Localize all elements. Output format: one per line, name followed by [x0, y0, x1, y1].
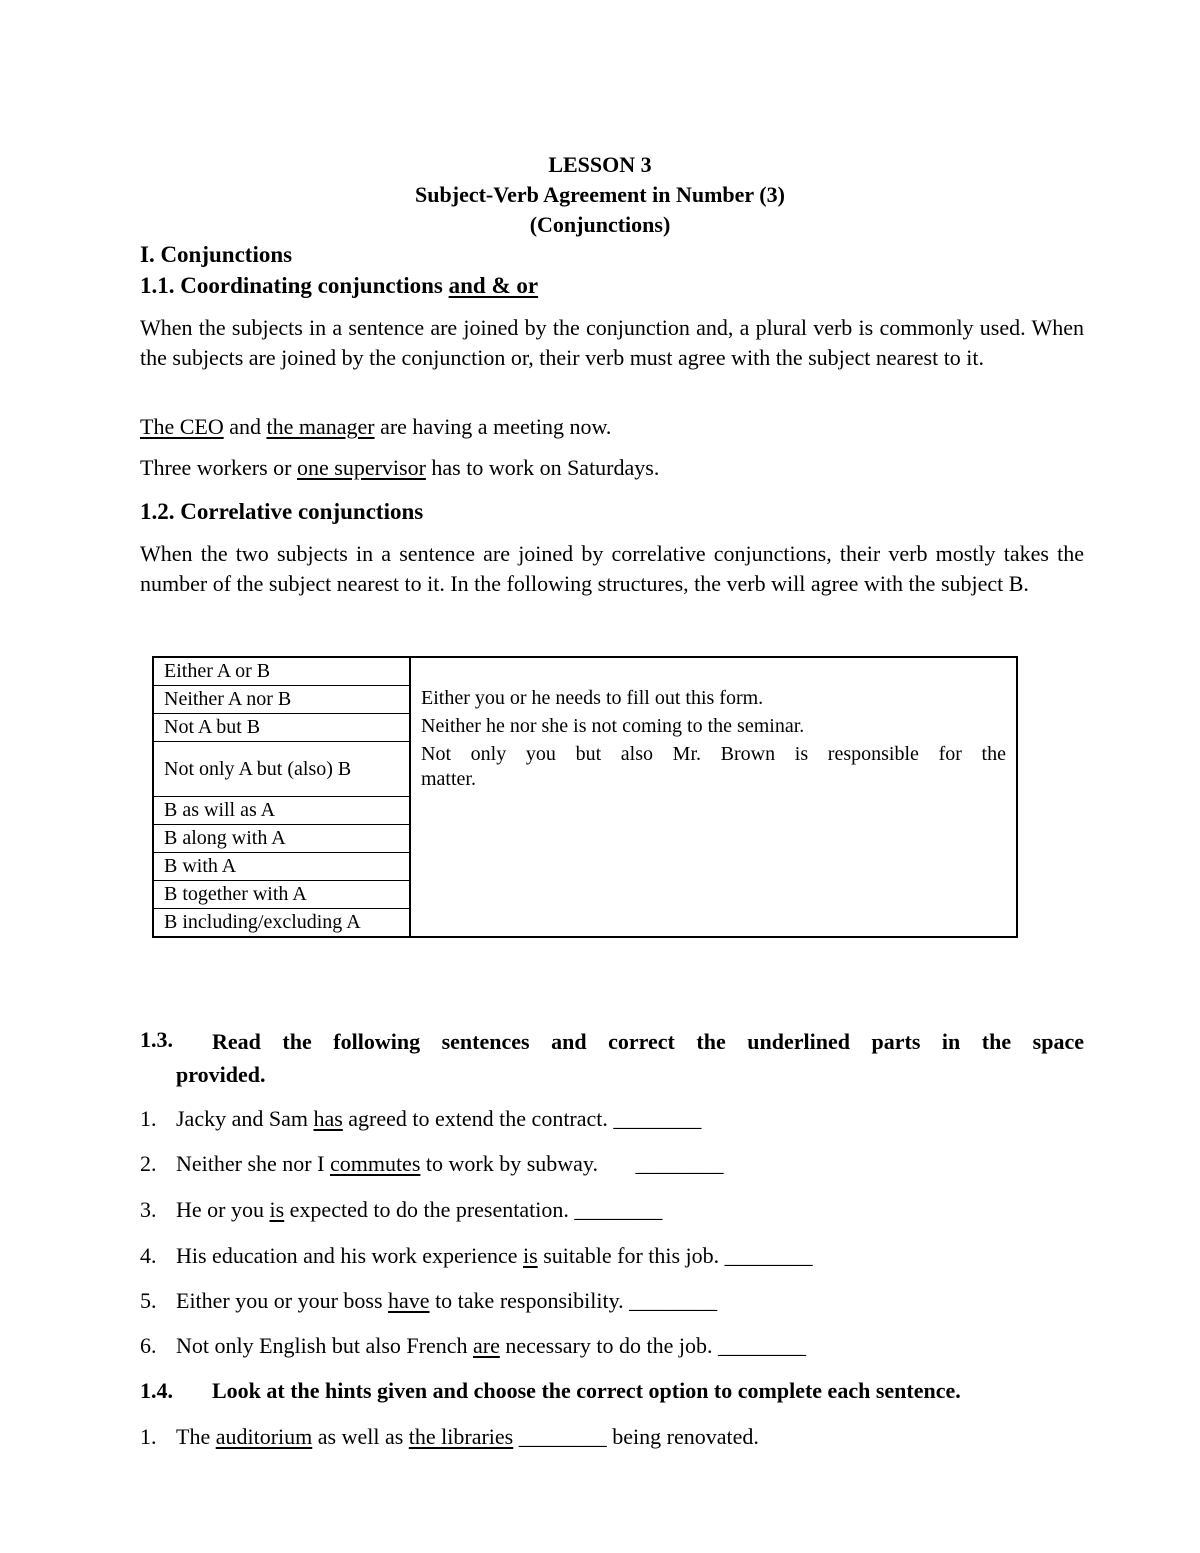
exercise-item: [140, 1106, 701, 1132]
example-line: matter.: [421, 768, 476, 790]
structure-cell: Not only A but (also) B: [153, 742, 410, 797]
item-underlined: the libraries: [408, 1424, 514, 1449]
answer-blank[interactable]: ________: [518, 1424, 607, 1449]
item-text: as well as: [317, 1424, 404, 1449]
lesson-subtitle: (Conjunctions): [529, 212, 671, 237]
structure-cell: Either A or B: [153, 657, 410, 686]
item-text: being renovated.: [612, 1424, 759, 1449]
item-underlined: have: [388, 1288, 430, 1313]
example-conj: and: [229, 414, 261, 439]
example-1-1-b: [140, 455, 659, 481]
exercise-item: [140, 1243, 813, 1269]
example-subject-2: the manager: [266, 414, 375, 439]
item-text: expected to do the presentation.: [289, 1197, 569, 1222]
heading-1-2: 1.2. Correlative conjunctions: [140, 499, 424, 524]
item-text: The: [176, 1424, 211, 1449]
exercise-item: [140, 1333, 806, 1359]
example-rest: has to work on Saturdays.: [431, 455, 660, 480]
example-subject: one supervisor: [297, 455, 426, 480]
item-text: necessary to do the job.: [505, 1333, 713, 1358]
example-1-1-a: [140, 414, 611, 440]
number-1-3: 1.3.: [140, 1027, 173, 1052]
instruction-1-4: Look at the hints given and choose the correct option to complete each sentence.: [212, 1378, 961, 1403]
item-text: Neither she nor I: [176, 1151, 325, 1176]
structure-cell: B together with A: [153, 881, 410, 909]
example-line: Either you or he needs to fill out this form.: [421, 687, 764, 709]
exercise-item: [140, 1424, 759, 1450]
heading-1-1-underlined: and & or: [448, 273, 539, 298]
item-underlined: auditorium: [215, 1424, 313, 1449]
item-text: suitable for this job.: [543, 1243, 720, 1268]
item-text: to take responsibility.: [435, 1288, 624, 1313]
item-number: 6.: [140, 1333, 157, 1358]
item-text: agreed to extend the contract.: [348, 1106, 608, 1131]
example-pre: Three workers or: [140, 455, 292, 480]
example-subject-1: The CEO: [140, 414, 224, 439]
exercise-item: [140, 1288, 717, 1314]
item-number: 1.: [140, 1106, 157, 1131]
answer-blank[interactable]: ________: [613, 1106, 702, 1131]
heading-1-1-text: 1.1. Coordinating conjunctions: [140, 273, 443, 298]
item-underlined: has: [313, 1106, 343, 1131]
exercise-item: [140, 1151, 724, 1177]
structure-cell: Not A but B: [153, 714, 410, 742]
item-underlined: is: [269, 1197, 285, 1222]
item-underlined: commutes: [329, 1151, 421, 1176]
instruction-1-3-line1: Read the following sentences and correct the underlined parts in the space: [212, 1029, 1084, 1054]
structure-cell: B as will as A: [153, 797, 410, 825]
structure-cell: B including/excluding A: [153, 909, 410, 938]
lesson-title: Subject-Verb Agreement in Number (3): [415, 182, 785, 207]
item-text: to work by subway.: [425, 1151, 599, 1176]
paragraph-1-1: When the subjects in a sentence are joined by the conjunction and, a plural verb is commonly used. When the subjects are joined by the conjunction or, their verb must agree with the subject nearest to it.: [140, 315, 1084, 370]
heading-1-1: [140, 273, 538, 299]
correlative-table: [152, 656, 1018, 938]
example-line: Neither he nor she is not coming to the seminar.: [421, 715, 805, 737]
answer-blank[interactable]: ________: [717, 1333, 806, 1358]
answer-blank[interactable]: ________: [635, 1151, 724, 1176]
structure-cell: B with A: [153, 853, 410, 881]
lesson-label: LESSON 3: [548, 152, 652, 177]
example-rest: are having a meeting now.: [380, 414, 612, 439]
item-text: He or you: [176, 1197, 264, 1222]
item-number: 3.: [140, 1197, 157, 1222]
section-heading: I. Conjunctions: [140, 242, 293, 267]
answer-blank[interactable]: ________: [629, 1288, 718, 1313]
item-number: 2.: [140, 1151, 157, 1176]
exercise-item: [140, 1197, 662, 1223]
item-number: 1.: [140, 1424, 157, 1449]
item-number: 4.: [140, 1243, 157, 1268]
example-line: Not only you but also Mr. Brown is responsible for the: [421, 743, 1006, 765]
item-underlined: are: [472, 1333, 500, 1358]
item-text: Jacky and Sam: [176, 1106, 308, 1131]
item-text: His education and his work experience: [176, 1243, 518, 1268]
answer-blank[interactable]: ________: [574, 1197, 663, 1222]
paragraph-1-2: When the two subjects in a sentence are joined by correlative conjunctions, their verb mostly takes the number of the subject nearest to it. In the following structures, the verb will agree with the subject B.: [140, 541, 1084, 596]
structure-cell: B along with A: [153, 825, 410, 853]
structure-cell: Neither A nor B: [153, 686, 410, 714]
item-number: 5.: [140, 1288, 157, 1313]
item-underlined: is: [523, 1243, 538, 1268]
instruction-1-3-line2: provided.: [176, 1062, 266, 1087]
number-1-4: 1.4.: [140, 1378, 173, 1403]
item-text: Not only English but also French: [176, 1333, 468, 1358]
examples-cell: [410, 657, 1017, 937]
item-text: Either you or your boss: [176, 1288, 383, 1313]
answer-blank[interactable]: ________: [724, 1243, 813, 1268]
